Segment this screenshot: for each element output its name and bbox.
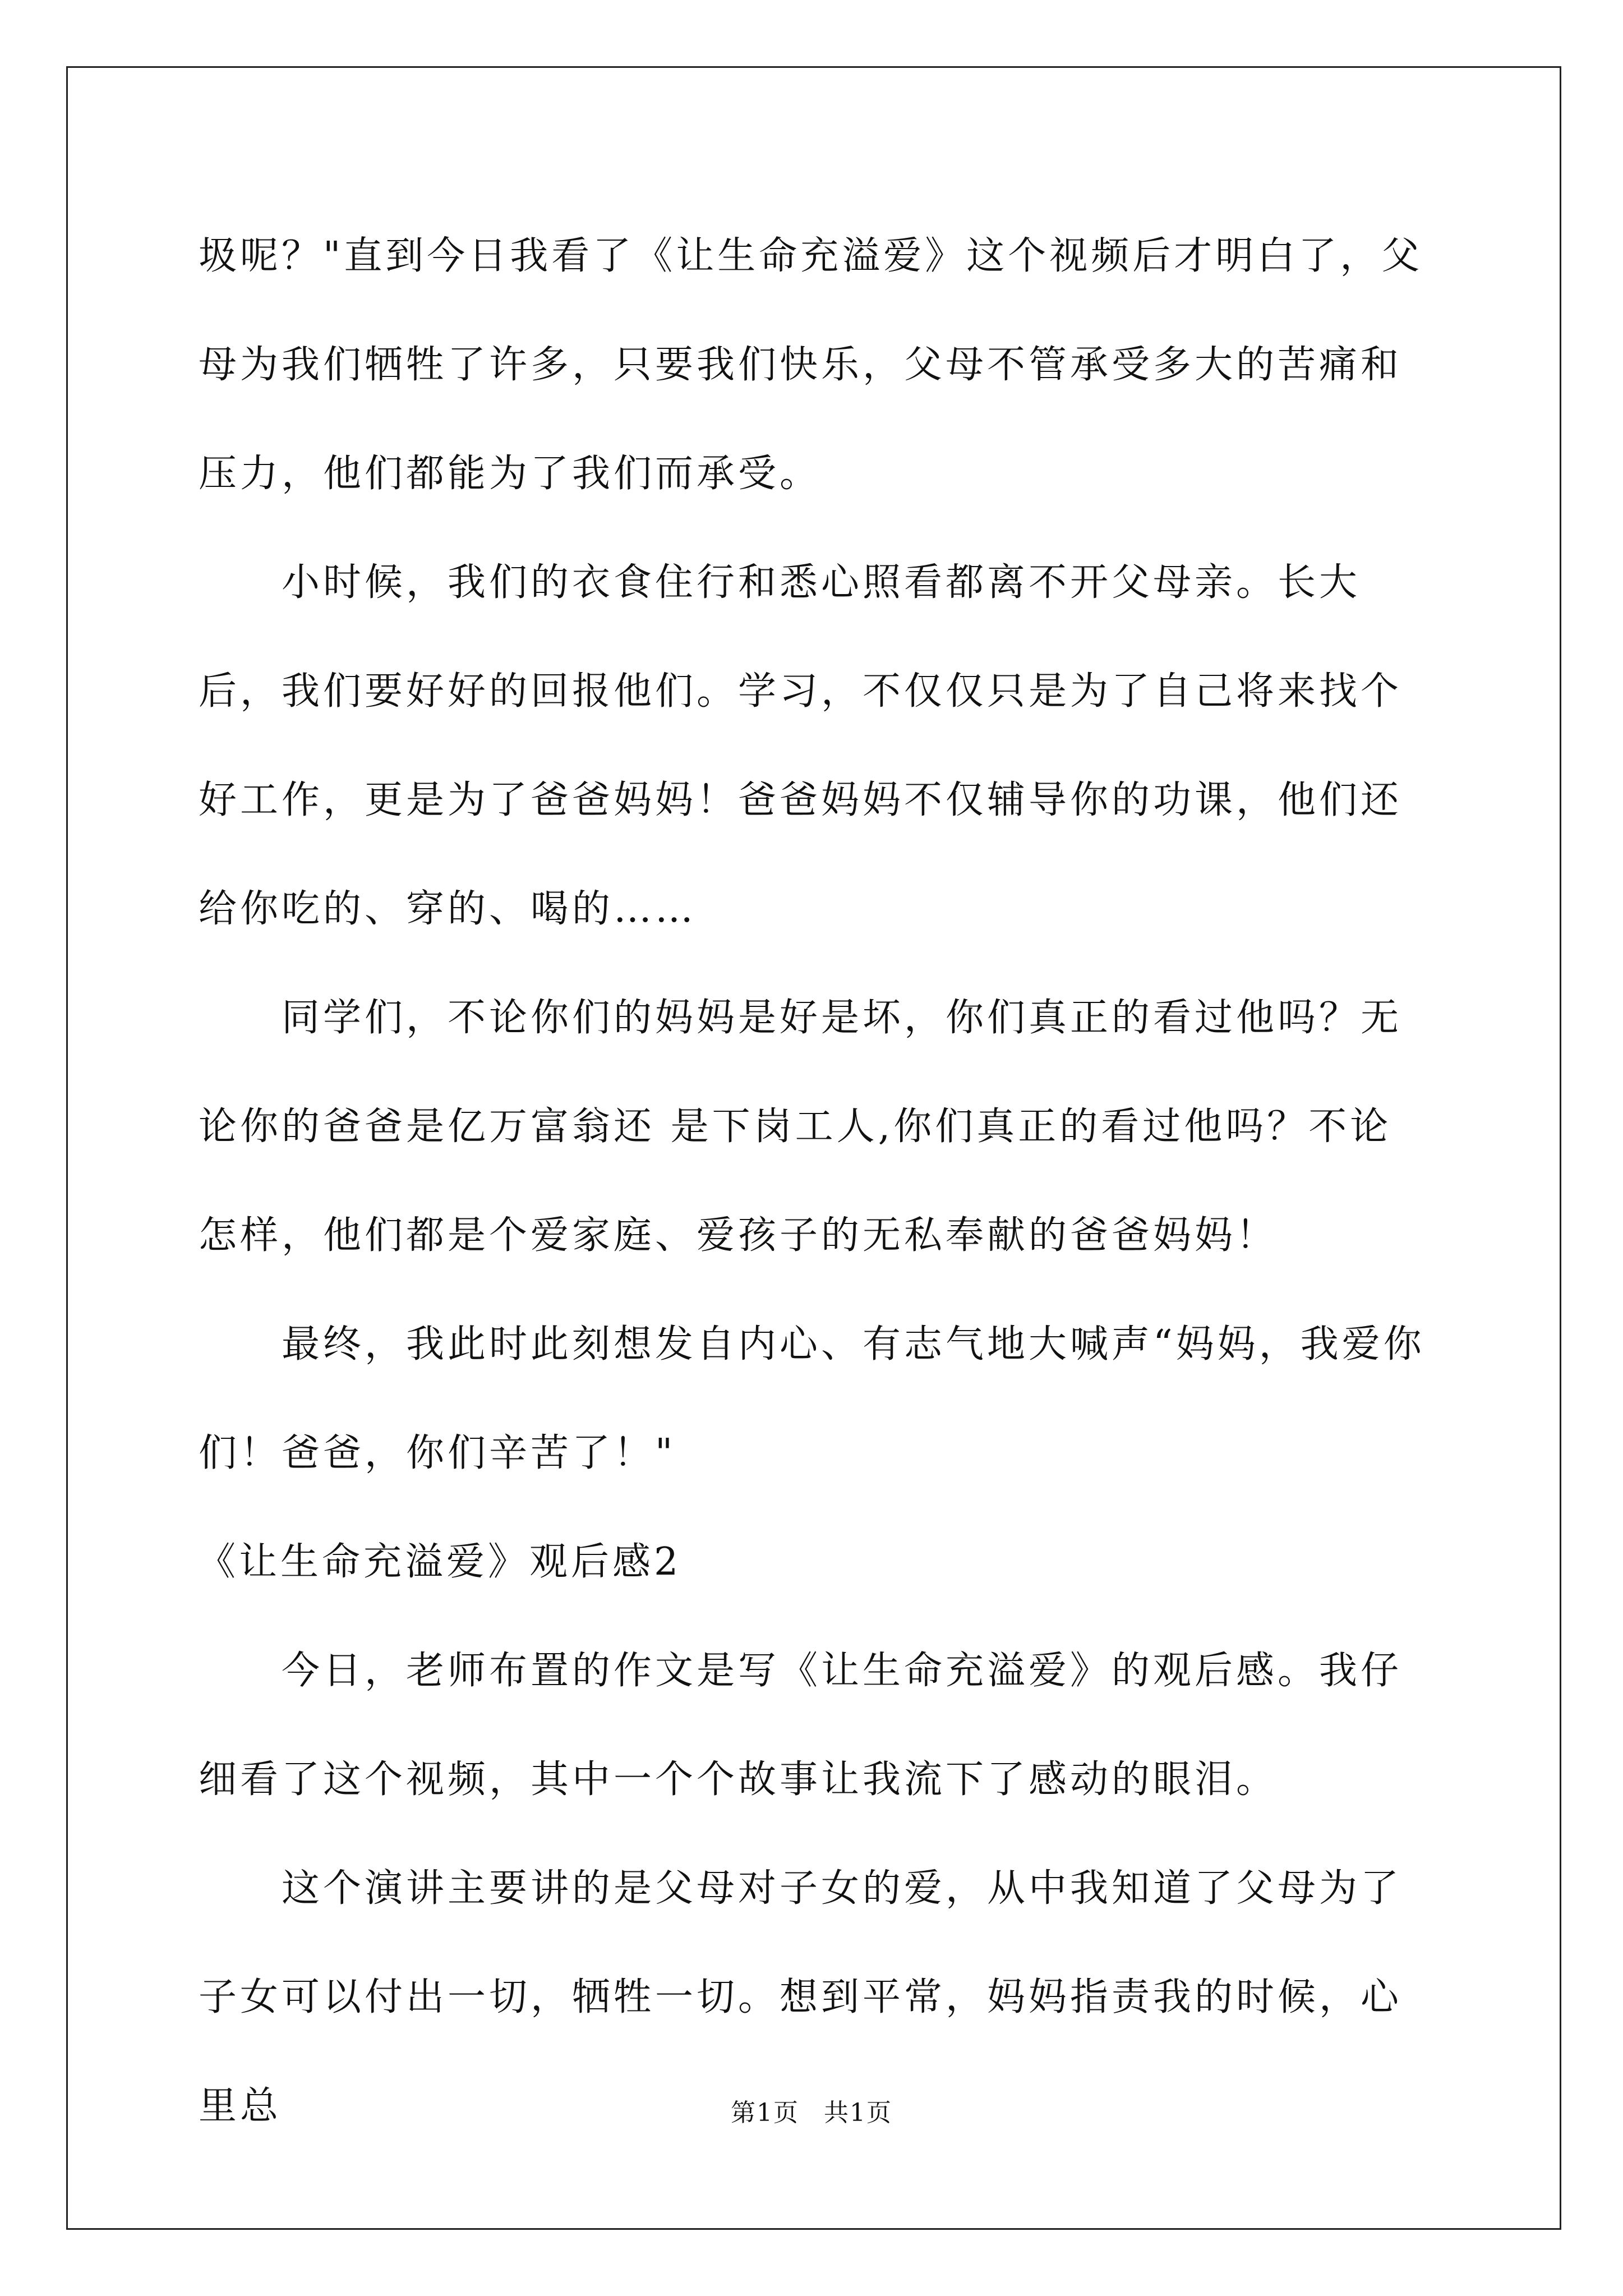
section-paragraph-2: 这个演讲主要讲的是父母对子女的爱，从中我知道了父母为了子女可以付出一切，牺牲一切。想到平常，妈妈指责我的时候，心里总 <box>199 1866 1403 2128</box>
paragraph-2: 小时候，我们的衣食住行和悉心照看都离不开父母亲。长大后，我们要好好的回报他们。学习，不仅仅只是为了自己将来找个好工作，更是为了爸爸妈妈！爸爸妈妈不仅辅导你的功课，他们还 给你吃的、穿的、喝的…… <box>199 560 1403 931</box>
page-total: 共1页 <box>824 2099 892 2127</box>
section-title: 《让生命充溢爱》观后感2 <box>197 1540 682 1584</box>
paragraph-1: 圾呢？"直到今日我看了《让生命充溢爱》这个视频后才明白了，父母为我们牺牲了许多，只要我们快乐，父母不管承受多大的苦痛和压力，他们都能为了我们而承受。 <box>199 234 1423 496</box>
paragraph-4: 最终，我此时此刻想发自内心、有志气地大喊声“妈妈，我爱你们！爸爸，你们辛苦了！" <box>199 1322 1425 1475</box>
document-body <box>199 202 1432 2161</box>
page-footer <box>0 2096 1623 2130</box>
page-number: 第1页 <box>731 2099 799 2127</box>
section-paragraph-1: 今日，老师布置的作文是写《让生命充溢爱》的观后感。我仔细看了这个视频，其中一个个故事让我流下了感动的眼泪。 <box>199 1649 1403 1802</box>
paragraph-3: 同学们，不论你们的妈妈是好是坏，你们真正的看过他吗？无论你的爸爸是亿万富翁还 是下岗工人,你们真正的看过他吗？不论怎样，他们都是个爱家庭、爱孩子的无私奉献的爸爸妈妈！ <box>199 996 1403 1258</box>
